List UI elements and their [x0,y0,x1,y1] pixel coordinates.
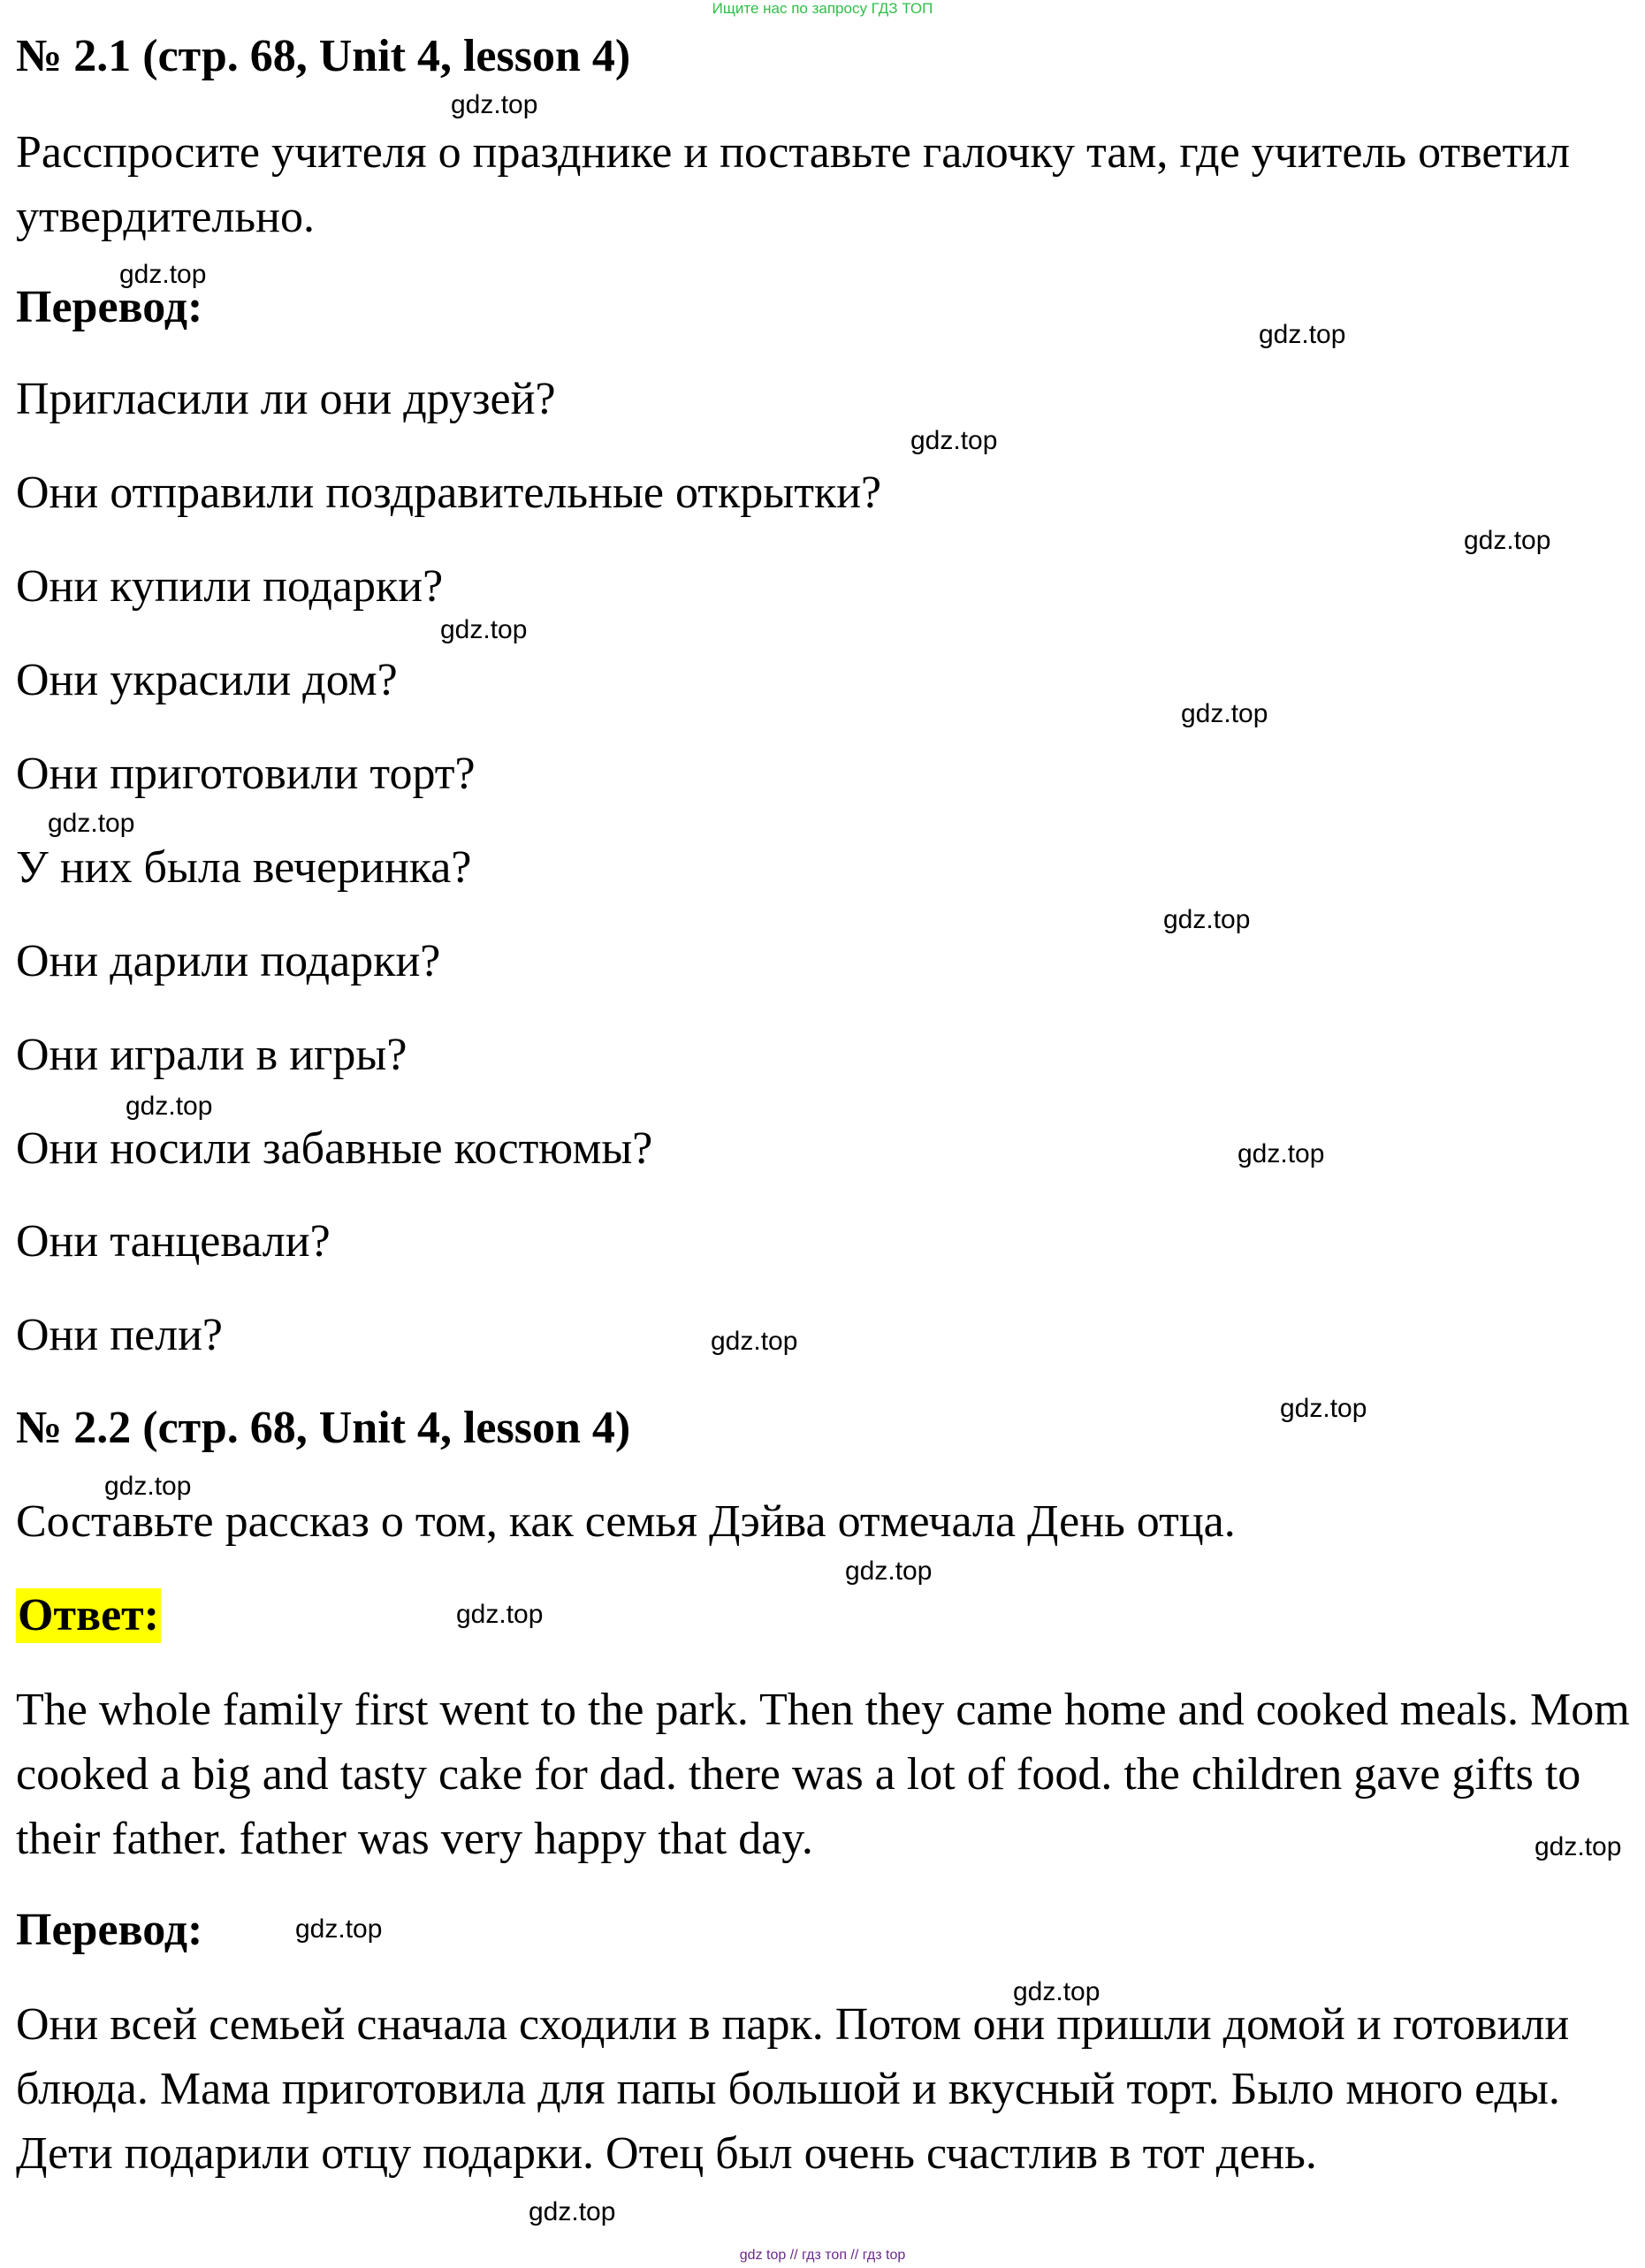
watermark: gdz.top [104,1472,192,1501]
question-item: Они украсили дом? [16,655,398,705]
watermark: gdz.top [910,426,998,455]
section1-task: Расспросите учителя о празднике и поставьте галочку там, где учитель ответил утвердительно. [16,127,1570,242]
watermark: gdz.top [1259,320,1346,349]
section1-heading: № 2.1 (стр. 68, Unit 4, lesson 4) [16,31,631,81]
watermark: gdz.top [529,2197,616,2226]
watermark: gdz.top [1181,699,1268,728]
watermark: gdz.top [1238,1139,1325,1168]
question-item: Они купили подарки? [16,561,444,612]
question-item: Они танцевали? [16,1216,331,1267]
translation-text: Они всей семьей сначала сходили в парк. Потом они пришли домой и готовили блюда. Мама приготовила для папы большой и вкусный торт. Было много еды. Дети подарили отцу подарки. Отец был очень счастлив в тот день. [16,1999,1570,2179]
section2-heading: № 2.2 (стр. 68, Unit 4, lesson 4) [16,1403,631,1453]
watermark: gdz.top [119,260,207,289]
watermark: gdz.top [1013,1977,1100,2006]
watermark: gdz.top [1280,1394,1367,1423]
watermark: gdz.top [711,1327,798,1356]
watermark: gdz.top [126,1092,213,1121]
watermark: gdz.top [295,1914,383,1944]
section2-translation-label: Перевод: [16,1905,203,1955]
top-banner: Ищите нас по запросу ГДЗ ТОП [712,0,933,17]
watermark: gdz.top [440,615,528,644]
question-item: Они пели? [16,1310,223,1360]
watermark: gdz.top [845,1556,933,1586]
watermark: gdz.top [1464,526,1551,555]
watermark: gdz.top [1163,905,1251,934]
footer: gdz top // гдз топ // гдз top [739,2248,906,2263]
watermark: gdz.top [451,90,538,119]
watermark: gdz.top [456,1600,544,1629]
answer-text: The whole family first went to the park. Then they came home and cooked meals. Mom cooked a big and tasty cake for dad. there was a lot of food. the children gave gifts to their father. father was very happy that day. [16,1685,1630,1864]
question-item: Они дарили подарки? [16,936,441,986]
question-item: Они приготовили торт? [16,749,476,799]
question-item: Они отправили поздравительные открытки? [16,468,882,518]
answer-label: Ответ: [16,1588,161,1643]
question-item: Они носили забавные костюмы? [16,1123,653,1174]
question-item: Пригласили ли они друзей? [16,374,556,424]
question-item: Они играли в игры? [16,1030,407,1080]
watermark: gdz.top [48,809,135,838]
section2-task: Составьте рассказ о том, как семья Дэйва отмечала День отца. [16,1496,1236,1547]
question-item: У них была вечеринка? [16,842,472,893]
watermark: gdz.top [1535,1832,1622,1861]
section1-translation-label: Перевод: [16,282,203,332]
